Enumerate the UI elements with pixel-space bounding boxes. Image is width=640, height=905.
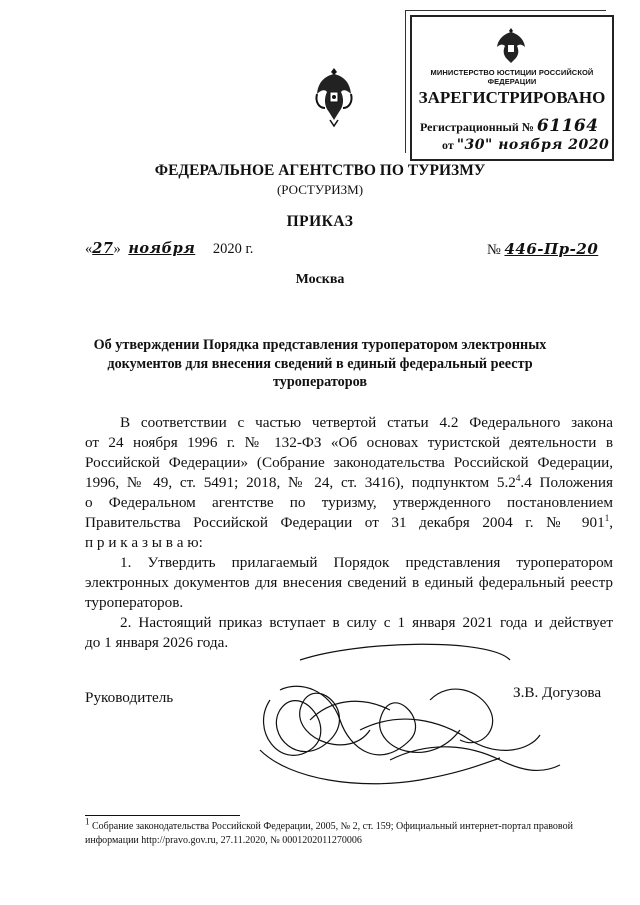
date-day: 27	[92, 240, 114, 257]
body-line-9: электронных документов для внесения сведений в единый федеральный реестр	[85, 574, 613, 591]
body-line-6-tail: ,	[609, 514, 613, 531]
stamp-registered: ЗАРЕГИСТРИРОВАНО	[418, 88, 606, 107]
body-line-4-text: 1996, № 49, ст. 5491; 2018, № 24, ст. 3416), подпунктом 5.2	[85, 474, 516, 491]
body-line-4	[85, 473, 613, 493]
body-line-5: о Федеральном агентстве по туризму, утвержденного постановлением	[85, 494, 613, 511]
stamp-ministry: МИНИСТЕРСТВО ЮСТИЦИИ РОССИЙСКОЙ ФЕДЕРАЦИИ	[430, 68, 594, 86]
stamp-date-row	[442, 137, 609, 153]
date-year: 2020 г.	[212, 241, 254, 257]
stamp-date-prefix: от	[442, 138, 454, 152]
footnote-mark: 1	[85, 816, 90, 827]
number-label: №	[487, 242, 501, 258]
date-month: ноября	[128, 240, 196, 257]
coat-of-arms-emblem	[313, 62, 355, 128]
signatory-role: Руководитель	[85, 689, 174, 706]
stamp-date-value: "30" ноября 2020	[456, 137, 610, 153]
registration-stamp	[410, 15, 614, 161]
footnote-text: Собрание законодательства Российской Федерации, 2005, № 2, ст. 159; Официальный интернет-портал правовой информации http://pravo.gov.ru, 27.11.2020, № 0001202011270006	[85, 821, 573, 846]
footnote-ref: 1	[604, 512, 610, 523]
order-date	[85, 240, 253, 258]
body-line-6	[85, 513, 613, 533]
stamp-emblem-icon	[494, 25, 528, 65]
agency-short-name: (РОСТУРИЗМ)	[276, 182, 364, 197]
agency-name: ФЕДЕРАЛЬНОЕ АГЕНТСТВО ПО ТУРИЗМУ	[154, 162, 486, 179]
body-line-7: п р и к а з ы в а ю:	[85, 534, 203, 551]
footnote-divider	[85, 815, 240, 816]
date-open-quote: «	[85, 241, 93, 257]
body-superscript-4: 4	[515, 472, 521, 483]
body-line-12: до 1 января 2026 года.	[85, 634, 229, 651]
document-type: ПРИКАЗ	[286, 213, 354, 230]
footnote	[85, 816, 615, 847]
body-line-11: 2. Настоящий приказ вступает в силу с 1 января 2021 года и действует	[120, 614, 613, 631]
stamp-reg-number: 61164	[536, 116, 599, 136]
date-close-quote: »	[113, 241, 121, 257]
signatory-name: З.В. Догузова	[513, 684, 602, 701]
body-line-4-tail: .4 Положения	[520, 474, 613, 491]
body-line-3: Российской Федерации» (Собрание законодательства Российской Федерации,	[85, 454, 613, 471]
body-line-1: В соответствии с частью четвертой статьи 4.2 Федерального закона	[120, 414, 613, 431]
body-line-6-text: Правительства Российской Федерации от 31 декабря 2004 г. № 901	[85, 514, 605, 531]
city: Москва	[295, 272, 345, 287]
body-line-10: туроператоров.	[85, 594, 184, 611]
order-number	[487, 240, 598, 259]
stamp-reg-label: Регистрационный №	[420, 120, 534, 134]
stamp-reg-number-row	[420, 116, 599, 136]
number-value: 446-Пр-20	[504, 240, 599, 258]
body-line-8: 1. Утвердить прилагаемый Порядок представления туроператором	[120, 554, 613, 571]
document-title: Об утверждении Порядка представления туроператором электронных документов для внесения сведений в единый федеральный реестр туроператоров	[93, 337, 547, 390]
body-line-2: от 24 ноября 1996 г. № 132-ФЗ «Об основах туристской деятельности в	[85, 434, 613, 451]
handwritten-signature	[240, 640, 570, 800]
